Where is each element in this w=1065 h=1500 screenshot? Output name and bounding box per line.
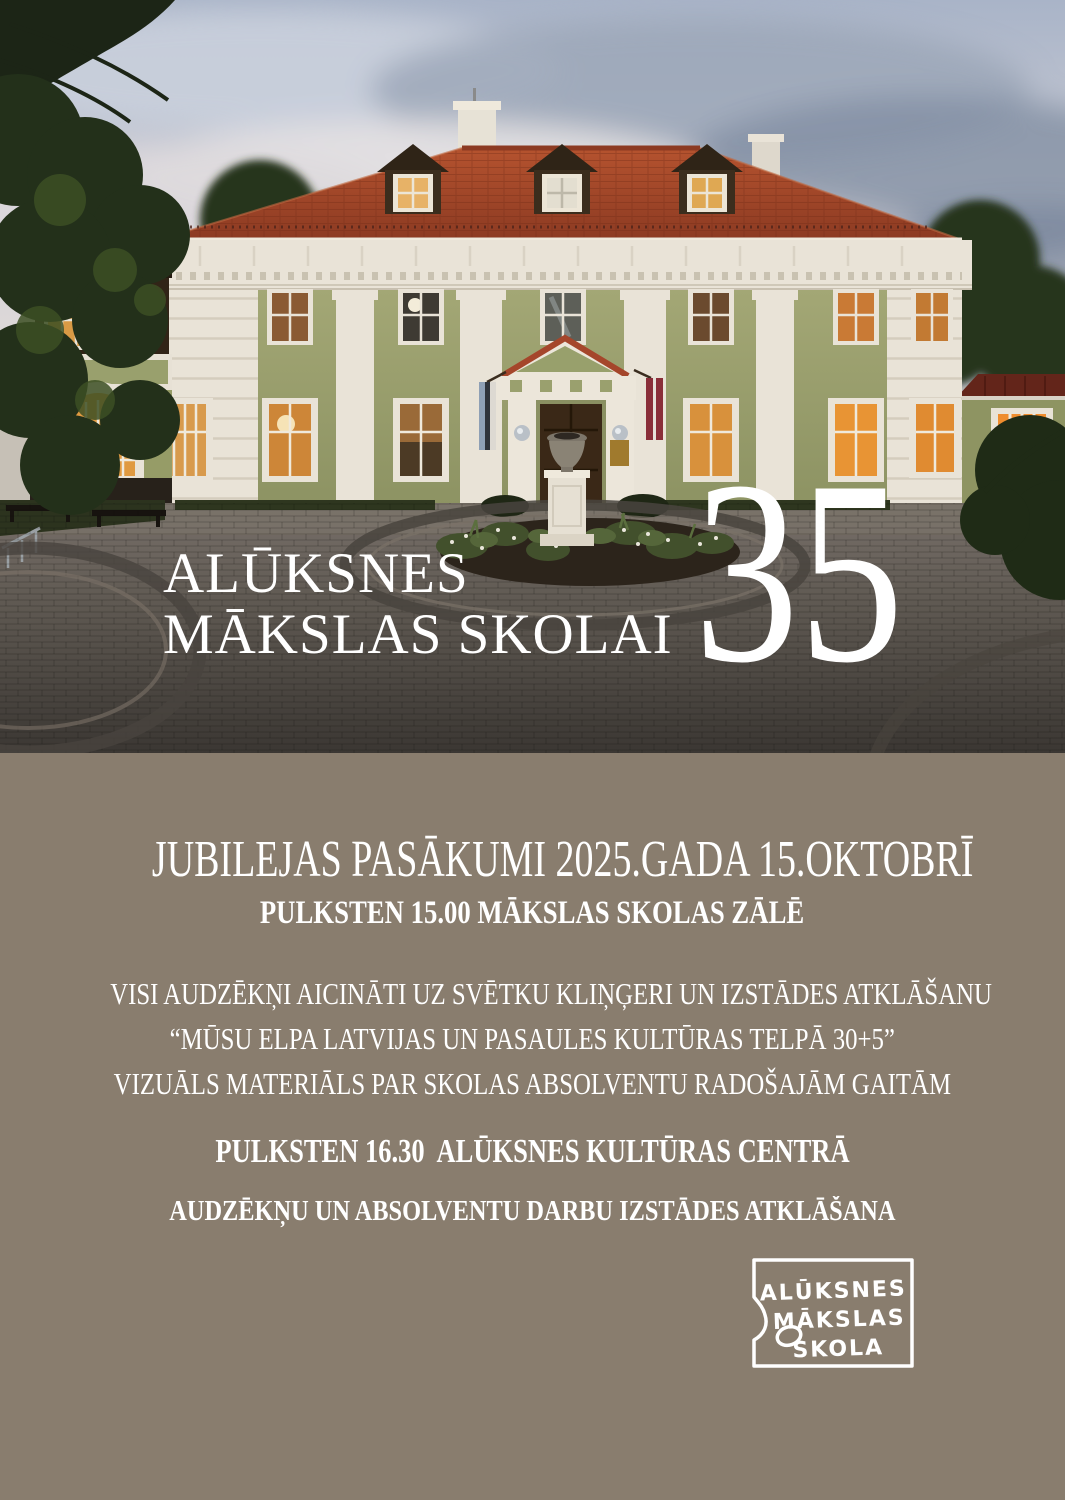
logo-line3: SKOLA [792, 1335, 885, 1364]
event-time-2: PULKSTEN 16.30 ALŪKSNES KULTŪRAS CENTRĀ [215, 1133, 850, 1170]
overlay-school-line2: MĀKSLAS SKOLAI [163, 603, 673, 666]
events-section [0, 753, 1065, 1500]
overlay-school-line1: ALŪKSNES [163, 542, 469, 605]
anniversary-number: 35 [694, 428, 904, 718]
events-title: JUBILEJAS PASĀKUMI 2025.GADA 15.OKTOBRĪ [151, 831, 974, 888]
logo-line1: ALŪKSNES [759, 1276, 908, 1307]
event-detail-2: “MŪSU ELPA LATVIJAS UN PASAULES KULTŪRAS TELPĀ 30+5” [169, 1021, 896, 1056]
school-logo [744, 1252, 922, 1374]
event-detail-1: VISI AUDZĒKŅI AICINĀTI UZ SVĒTKU KLIŅĢERI UN IZSTĀDES ATKLĀŠANU [110, 976, 992, 1011]
event-time-1: PULKSTEN 15.00 MĀKSLAS SKOLAS ZĀLĒ [260, 895, 805, 931]
event-detail-3: VIZUĀLS MATERIĀLS PAR SKOLAS ABSOLVENTU RADOŠAJĀM GAITĀM [113, 1066, 952, 1101]
event-exhibit: AUDZĒKŅU UN ABSOLVENTU DARBU IZSTĀDES ATKLĀŠANA [169, 1196, 896, 1227]
logo-line2: MĀKSLAS [772, 1305, 907, 1336]
